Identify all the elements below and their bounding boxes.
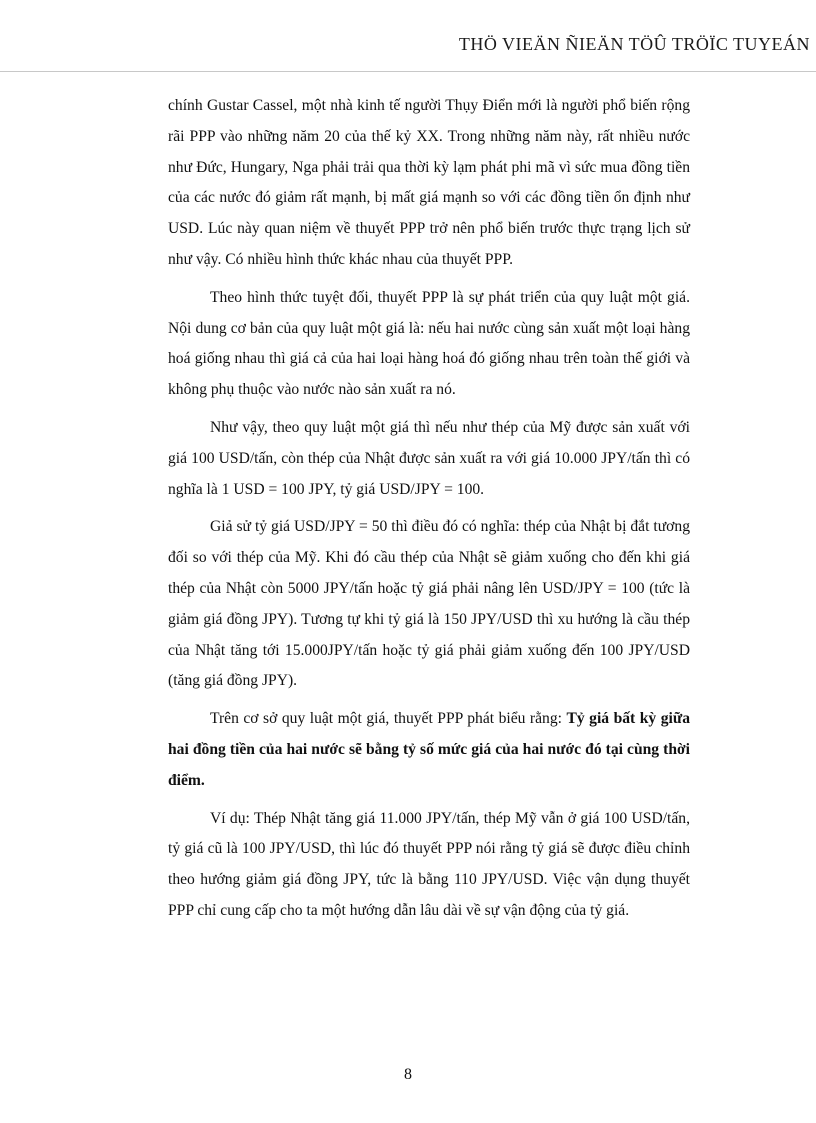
paragraph-steel-example: Như vậy, theo quy luật một giá thì nếu như thép của Mỹ được sản xuất với giá 100 USD/tấn, còn thép của Nhật được sản xuất ra với giá 10.000 JPY/tấn thì có nghĩa là 1 USD = 100 JPY, tỷ giá USD/JPY = 100. <box>168 418 690 498</box>
running-header: THÖ VIEÄN ÑIEÄN TÖÛ TRÖÏC TUYEÁN <box>458 34 810 54</box>
ppp-definition-bold: Tỷ giá bất kỳ giữa hai đồng tiền của hai nước sẽ bằng tỷ số mức giá của hai nước đó tại cùng thời điểm. <box>168 710 690 789</box>
paragraph-worked-example: Ví dụ: Thép Nhật tăng giá 11.000 JPY/tấn, thép Mỹ vẫn ở giá 100 USD/tấn, tỷ giá cũ là 100 JPY/USD, thì lúc đó thuyết PPP nói rằng tỷ giá sẽ được điều chỉnh theo hướng giảm giá đồng JPY, tức là bằng 110 JPY/USD. Việc vận dụng thuyết PPP chỉ cung cấp cho ta một hướng dẫn lâu dài về sự vận động của tỷ giá. <box>168 809 690 919</box>
paragraph-ppp-statement <box>168 704 690 796</box>
paragraph-rate-adjustment: Giả sử tỷ giá USD/JPY = 50 thì điều đó có nghĩa: thép của Nhật bị đắt tương đối so với thép của Mỹ. Khi đó cầu thép của Nhật sẽ giảm xuống cho đến khi giá thép của Nhật còn 5000 JPY/tấn hoặc tỷ giá phải nâng lên USD/JPY = 100 (tức là giảm giá đồng JPY). Tương tự khi tỷ giá là 150 JPY/USD thì xu hướng là cầu thép của Nhật tăng tới 15.000JPY/tấn hoặc tỷ giá phải giảm xuống đến 100 JPY/USD (tăng giá đồng JPY). <box>168 518 690 690</box>
ppp-statement-lead: Trên cơ sở quy luật một giá, thuyết PPP phát biểu rằng: <box>210 710 567 728</box>
page-number: 8 <box>404 1066 412 1083</box>
paragraph-cassel-history: chính Gustar Cassel, một nhà kinh tế người Thụy Điển mới là người phổ biến rộng rãi PPP vào những năm 20 của thế kỷ XX. Trong những năm này, rất nhiều nước như Đức, Hungary, Nga phải trải qua thời kỳ lạm phát phi mã vì sức mua đồng tiền của các nước đó giảm rất mạnh, bị mất giá mạnh so với các đồng tiền ổn định như USD. Lúc này quan niệm về thuyết PPP trở nên phổ biến trước thực trạng lịch sử như vậy. Có nhiều hình thức khác nhau của thuyết PPP. <box>168 97 690 268</box>
paragraph-absolute-form: Theo hình thức tuyệt đối, thuyết PPP là sự phát triển của quy luật một giá. Nội dung cơ bản của quy luật một giá là: nếu hai nước cùng sản xuất một loại hàng hoá giống nhau thì giá cả của hai loại hàng hoá đó giống nhau trên toàn thế giới và không phụ thuộc vào nước nào sản xuất ra nó. <box>168 288 690 399</box>
header-divider <box>0 71 816 72</box>
document-body <box>168 91 690 927</box>
